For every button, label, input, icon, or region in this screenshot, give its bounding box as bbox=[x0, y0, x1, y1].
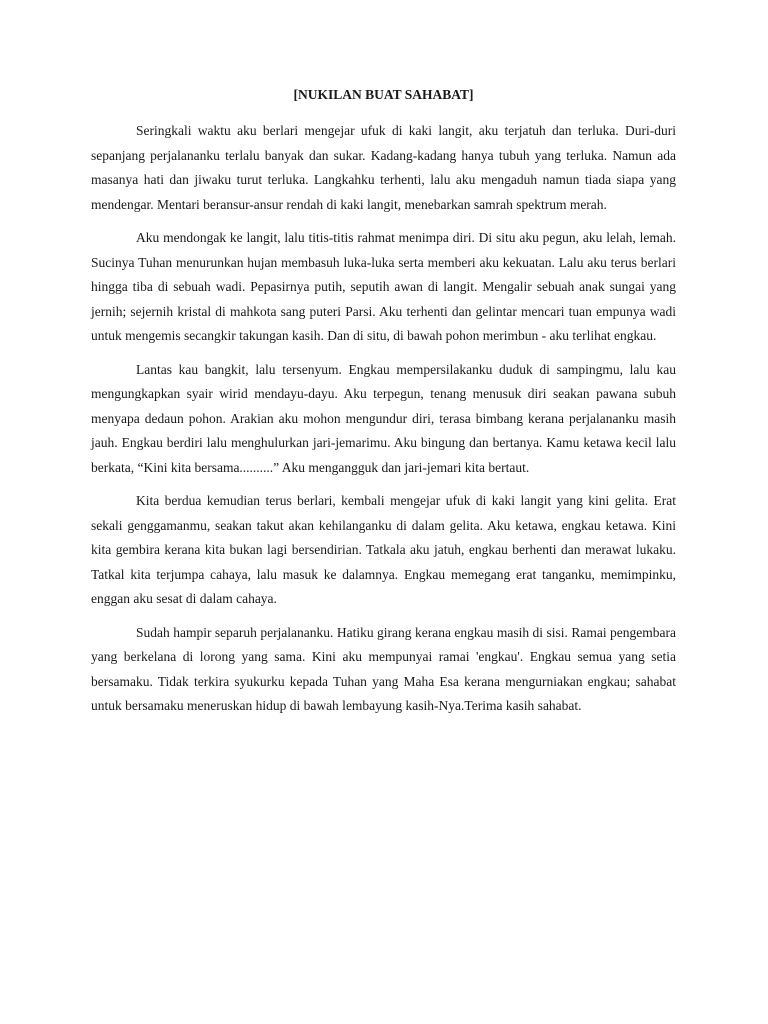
paragraph-5: Sudah hampir separuh perjalananku. Hatiku girang kerana engkau masih di sisi. Ramai pengembara yang berkelana di lorong yang sama. Kini aku mempunyai ramai 'engkau'. Engkau semua yang setia bersamaku. Tidak terkira syukurku kepada Tuhan yang Maha Esa kerana mengurniakan engkau; sahabat untuk bersamaku meneruskan hidup di bawah lembayung kasih-Nya.Terima kasih sahabat. bbox=[91, 624, 676, 713]
paragraph-3: Lantas kau bangkit, lalu tersenyum. Engkau mempersilakanku duduk di sampingmu, lalu kau mengungkapkan syair wirid mendayu-dayu. Aku terpegun, tenang menusuk diri seakan pawana subuh menyapa dedaun pohon. Arakian aku mohon mengundur diri, terasa bimbang kerana perjalananku masih jauh. Engkau berdiri lalu menghulurkan jari-jemarimu. Aku bingung dan bertanya. Kamu ketawa kecil lalu berkata, “Kini kita bersama..........” Aku mengangguk dan jari-jemari kita bertaut. bbox=[91, 361, 676, 475]
paragraph-1: Seringkali waktu aku berlari mengejar ufuk di kaki langit, aku terjatuh dan terluka. Duri-duri sepanjang perjalananku terlalu banyak dan sukar. Kadang-kadang hanya tubuh yang terluka. Namun ada masanya hati dan jiwaku turut terluka. Langkahku terhenti, lalu aku mengaduh namun tiada siapa yang mendengar. Mentari beransur-ansur rendah di kaki langit, menebarkan samrah spektrum merah. bbox=[91, 123, 676, 212]
paragraph-2: Aku mendongak ke langit, lalu titis-titis rahmat menimpa diri. Di situ aku pegun, aku lelah, lemah. Sucinya Tuhan menurunkan hujan membasuh luka-luka serta memberi aku kekuatan. Lalu aku terus berlari hingga tiba di sebuah wadi. Pepasirnya putih, seputih awan di langit. Mengalir sebuah anak sungai yang jernih; sejernih kristal di mahkota sang puteri Parsi. Aku terhenti dan gelintar mencari tuan empunya wadi untuk mengemis secangkir takungan kasih. Dan di situ, di bawah pohon merimbun - aku terlihat engkau. bbox=[91, 230, 676, 343]
document-title: [NUKILAN BUAT SAHABAT] bbox=[293, 87, 474, 102]
paragraph-4: Kita berdua kemudian terus berlari, kembali mengejar ufuk di kaki langit yang kini gelita. Erat sekali genggamanmu, seakan takut akan kehilanganku di dalam gelita. Aku ketawa, engkau ketawa. Kini kita gembira kerana kita bukan lagi bersendirian. Tatkala aku jatuh, engkau berhenti dan merawat lukaku. Tatkal kita terjumpa cahaya, lalu masuk ke dalamnya. Engkau memegang erat tanganku, memimpinku, enggan aku sesat di dalam cahaya. bbox=[91, 493, 676, 606]
